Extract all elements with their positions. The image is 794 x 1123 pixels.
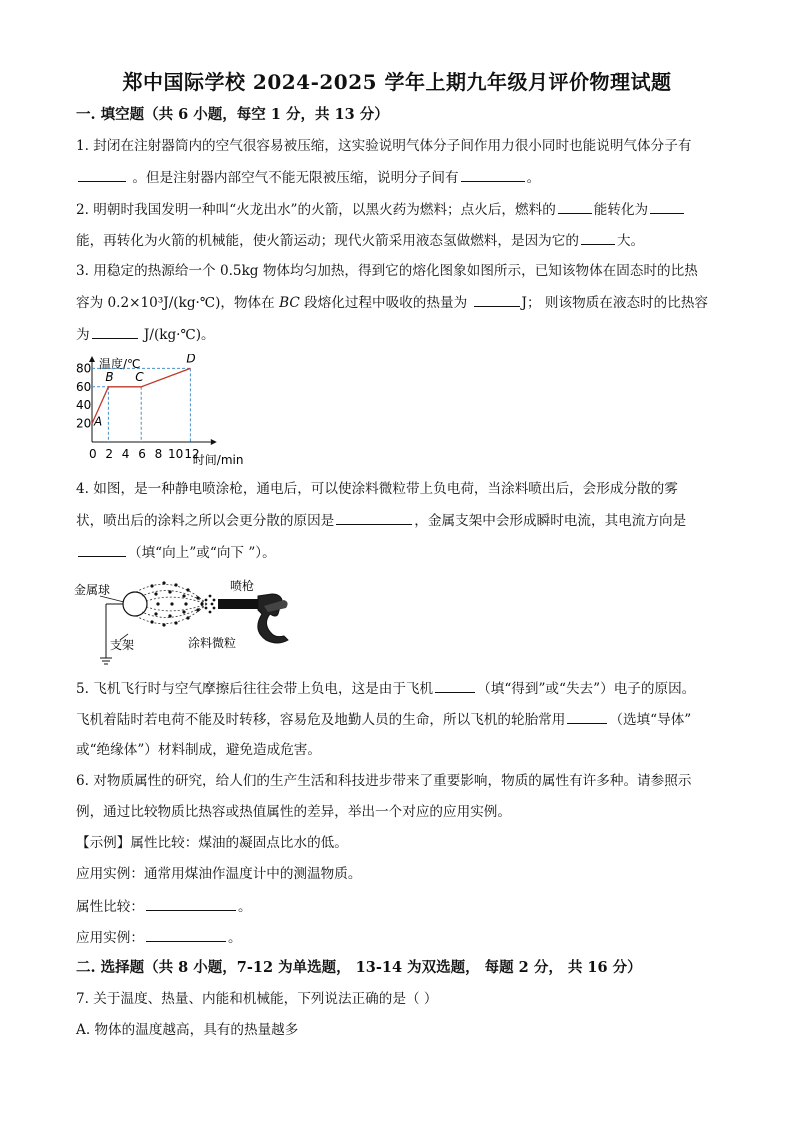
q6-property-line bbox=[76, 897, 252, 916]
q2-text-b: 能转化为 bbox=[593, 202, 649, 218]
melting-graph bbox=[72, 354, 272, 466]
point-label-b: B bbox=[105, 369, 114, 384]
q7-stem: 7. 关于温度、热量、内能和机械能，下列说法正确的是（ ） bbox=[76, 991, 438, 1007]
q3-line-3 bbox=[76, 325, 215, 344]
q5-line-1 bbox=[76, 679, 695, 698]
q6-line-2: 例，通过比较物质比热容或热值属性的差异，举出一个对应的应用实例。 bbox=[76, 804, 511, 820]
x-tick-label: 6 bbox=[138, 447, 146, 461]
answer-blank[interactable] bbox=[78, 543, 126, 557]
q3-line-1: 3. 用稳定的热源给一个 0.5kg 物体均匀加热，得到它的熔化图象如图所示，已知该物体在固态时的比热 bbox=[76, 263, 698, 279]
point-label-a: A bbox=[94, 414, 103, 429]
metal-ball-icon bbox=[123, 592, 147, 616]
q6-line-1: 6. 对物质属性的研究，给人们的生产生活和科技进步带来了重要影响，物质的属性有许多种。请参照示 bbox=[76, 773, 692, 789]
answer-blank[interactable] bbox=[92, 325, 138, 339]
answer-blank[interactable] bbox=[336, 511, 412, 525]
answer-blank[interactable] bbox=[650, 200, 684, 214]
q5-line-2 bbox=[76, 710, 691, 729]
q4-text-a: 状，喷出后的涂料之所以会更分散的原因是 bbox=[76, 513, 335, 529]
point-label-d: D bbox=[186, 354, 196, 366]
q6-example-application: 应用实例：通常用煤油作温度计中的测温物质。 bbox=[76, 866, 362, 882]
particle-label: 涂料微粒 bbox=[188, 636, 237, 650]
q3-text-e: J/(kg·℃)。 bbox=[139, 327, 215, 343]
q5-text-a: 5. 飞机飞行时与空气摩擦后往往会带上负电，这是由于飞机 bbox=[76, 681, 434, 697]
x-tick-label: 2 bbox=[105, 447, 114, 461]
ball-pointer-line bbox=[100, 596, 124, 602]
q3-text-a: 容为 0.2×10³J/(kg·℃)，物体在 bbox=[76, 295, 280, 311]
q2-text-a: 2. 明朝时我国发明一种叫“火龙出水”的火箭，以黑火药为燃料；点火后，燃料的 bbox=[76, 202, 556, 218]
q1-text-a: 。但是注射器内部空气不能无限被压缩，说明分子间有 bbox=[132, 170, 459, 186]
q2-text-d: 大。 bbox=[616, 233, 645, 249]
x-axis-arrow bbox=[211, 439, 217, 445]
q1-line-1: 1. 封闭在注射器筒内的空气很容易被压缩，这实验说明气体分子间作用力很小同时也能说明气体分子有 bbox=[76, 138, 692, 154]
x-tick-label: 0 bbox=[89, 447, 97, 461]
q2-line-1 bbox=[76, 200, 686, 219]
q5-line-3: 或“绝缘体”）材料制成，避免造成危害。 bbox=[76, 742, 321, 758]
y-tick-label: 80 bbox=[76, 361, 92, 376]
answer-blank[interactable] bbox=[474, 293, 520, 307]
q5-text-b: （填“得到”或“失去”）电子的原因。 bbox=[477, 681, 696, 697]
q4-text-c: （填“向上”或“向下 ”）。 bbox=[128, 545, 276, 561]
q3-line-2 bbox=[76, 293, 708, 312]
ground-icon bbox=[100, 604, 123, 664]
answer-blank[interactable] bbox=[461, 168, 525, 182]
q3-text-b: 段熔化过程中吸收的热量为 bbox=[299, 295, 472, 311]
answer-blank[interactable] bbox=[435, 679, 475, 693]
section-2-heading: 二. 选择题（共 8 小题，7-12 为单选题， 13-14 为双选题， 每题 2 分， 共 16 分） bbox=[76, 959, 642, 976]
y-axis-label: 温度/℃ bbox=[99, 357, 141, 371]
q6-property-label: 属性比较： bbox=[76, 899, 144, 915]
x-tick-label: 8 bbox=[154, 447, 163, 461]
q5-text-c: 飞机着陆时若电荷不能及时转移，容易危及地勤人员的生命，所以飞机的轮胎常用 bbox=[76, 712, 566, 728]
q4-text-b: ，金属支架中会形成瞬时电流，其电流方向是 bbox=[414, 513, 687, 529]
q3-segment-bc: BC bbox=[279, 295, 300, 311]
answer-blank[interactable] bbox=[558, 200, 592, 214]
stand-label: 支架 bbox=[110, 638, 135, 652]
q6-example: 【示例】属性比较：煤油的凝固点比水的低。 bbox=[76, 835, 348, 851]
answer-blank[interactable] bbox=[146, 928, 226, 942]
q2-line-2 bbox=[76, 231, 644, 250]
q4-line-2 bbox=[76, 511, 686, 530]
exam-title: 郑中国际学校 2024-2025 学年上期九年级月评价物理试题 bbox=[122, 70, 672, 94]
point-label-c: C bbox=[135, 369, 144, 384]
q6-application-line bbox=[76, 928, 242, 947]
q3-text-d: 为 bbox=[76, 327, 90, 343]
x-tick-label: 12 bbox=[184, 447, 200, 461]
answer-blank[interactable] bbox=[146, 897, 236, 911]
q6-application-end: 。 bbox=[227, 930, 242, 946]
spray-gun-figure bbox=[72, 574, 302, 666]
y-tick-label: 40 bbox=[76, 398, 92, 413]
q2-text-c: 能，再转化为火箭的机械能，使火箭运动；现代火箭采用液态氢做燃料，是因为它的 bbox=[76, 233, 579, 249]
x-axis-label: 时间/min bbox=[192, 453, 244, 466]
q1-text-b: 。 bbox=[526, 170, 541, 186]
q6-property-end: 。 bbox=[237, 899, 252, 915]
q4-line-1: 4. 如图，是一种静电喷涂枪，通电后，可以使涂料微粒带上负电荷，当涂料喷出后，会形成分散的雾 bbox=[76, 481, 678, 497]
x-tick-label: 4 bbox=[121, 447, 130, 461]
answer-blank[interactable] bbox=[581, 231, 615, 245]
q6-application-label: 应用实例： bbox=[76, 930, 144, 946]
q3-text-c: J； 则该物质在液态时的比热容 bbox=[521, 295, 709, 311]
y-tick-label: 60 bbox=[76, 379, 92, 394]
q7-option-a: A. 物体的温度越高，具有的热量越多 bbox=[76, 1022, 299, 1038]
y-tick-label: 20 bbox=[76, 416, 92, 431]
section-1-heading: 一. 填空题（共 6 小题，每空 1 分，共 13 分） bbox=[76, 106, 389, 123]
q1-line-2 bbox=[76, 168, 540, 187]
q4-line-3 bbox=[76, 543, 276, 562]
spray-gun-label: 喷枪 bbox=[230, 579, 255, 593]
answer-blank[interactable] bbox=[567, 710, 607, 724]
metal-ball-label: 金属球 bbox=[74, 583, 111, 597]
x-tick-label: 10 bbox=[168, 447, 184, 461]
q5-text-d: （选填“导体” bbox=[609, 712, 692, 728]
answer-blank[interactable] bbox=[78, 168, 126, 182]
